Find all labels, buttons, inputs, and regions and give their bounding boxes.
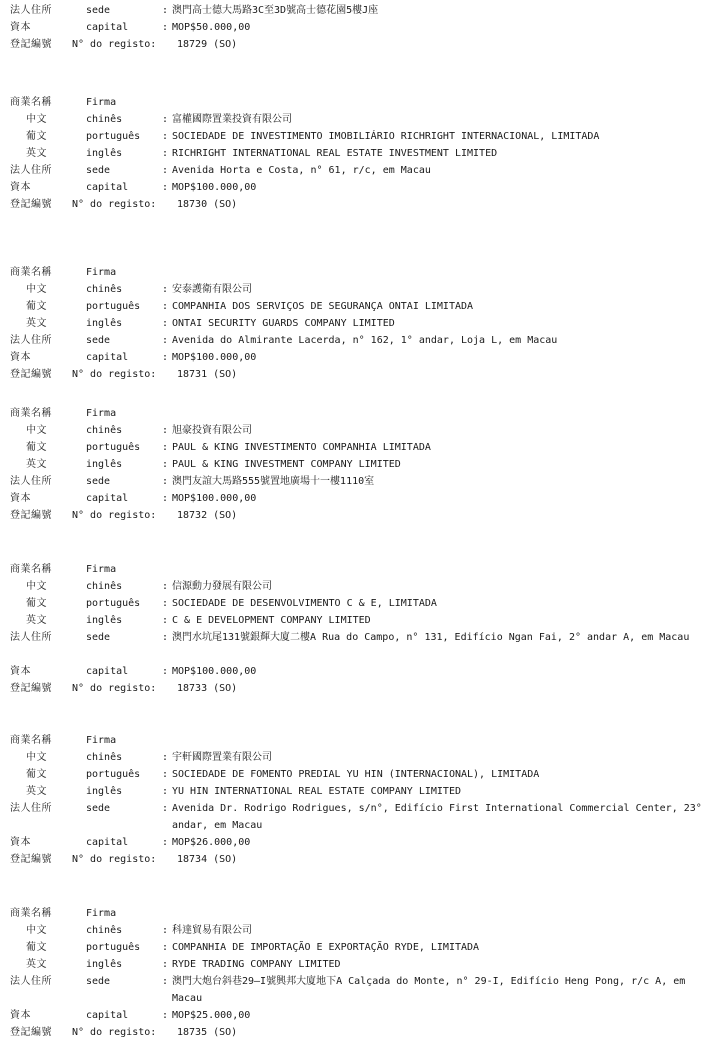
firma-label-pt: Firma: [86, 97, 117, 108]
registo-value: 18735 (SO): [177, 1027, 238, 1038]
firma-label-pt: Firma: [86, 735, 117, 746]
ingles-label-pt: inglês: [86, 615, 123, 626]
separator: :: [162, 1010, 169, 1021]
ingles-label-pt: inglês: [86, 959, 123, 970]
firma-row: [10, 732, 722, 749]
chines-name: 信源動力發展有限公司: [172, 581, 272, 592]
sede-label-zh: 法人住所: [10, 335, 52, 346]
separator: :: [150, 39, 157, 50]
capital-label-zh: 資本: [10, 666, 31, 677]
firma-row: [10, 264, 722, 281]
separator: :: [162, 837, 169, 848]
ingles-name: RYDE TRADING COMPANY LIMITED: [172, 959, 341, 970]
ingles-row: [10, 783, 722, 800]
ingles-name: ONTAI SECURITY GUARDS COMPANY LIMITED: [172, 318, 395, 329]
separator: :: [162, 959, 169, 970]
portugues-name: COMPANHIA DE IMPORTAÇÃO E EXPORTAÇÃO RYDE, LIMITADA: [172, 942, 480, 953]
sede-value: Avenida Horta e Costa, n° 61, r/c, em Macau: [172, 165, 431, 176]
separator: :: [162, 425, 169, 436]
company-entry-18732: [10, 405, 722, 524]
chines-row: [10, 281, 722, 298]
firma-label-pt: Firma: [86, 908, 117, 919]
chines-label-zh: 中文: [26, 284, 47, 295]
separator: :: [162, 131, 169, 142]
registo-row: [10, 366, 722, 383]
chines-label-pt: chinês: [86, 581, 123, 592]
firma-label-zh: 商業名稱: [10, 97, 52, 108]
firma-label-zh: 商業名稱: [10, 408, 52, 419]
portugues-label-pt: português: [86, 942, 141, 953]
separator: :: [150, 683, 157, 694]
ingles-label-pt: inglês: [86, 786, 123, 797]
sede-label-zh: 法人住所: [10, 803, 52, 814]
registo-value: 18731 (SO): [177, 369, 238, 380]
sede-label-zh: 法人住所: [10, 5, 52, 16]
chines-label-pt: chinês: [86, 925, 123, 936]
registo-label-zh: 登記編號: [10, 854, 52, 865]
sede-value: 澳門高士德大馬路3C至3D號高士德花園5樓J座: [172, 5, 379, 16]
chines-row: [10, 422, 722, 439]
separator: :: [162, 476, 169, 487]
firma-label-pt: Firma: [86, 267, 117, 278]
sede-label-pt: sede: [86, 476, 111, 487]
separator: :: [162, 335, 169, 346]
registo-row: [10, 680, 722, 697]
registo-label-pt: N° do registo: [72, 199, 151, 210]
sede-value: Avenida do Almirante Lacerda, n° 162, 1° andar, Loja L, em Macau: [172, 335, 558, 346]
registo-value: 18732 (SO): [177, 510, 238, 521]
chines-row: [10, 578, 722, 595]
sede-row: [10, 973, 722, 1007]
ingles-row: [10, 315, 722, 332]
firma-row: [10, 405, 722, 422]
sede-label-pt: sede: [86, 165, 111, 176]
sede-row: [10, 332, 722, 349]
company-entry-18729: [10, 2, 722, 53]
separator: :: [162, 459, 169, 470]
sede-value: 澳門大炮台斜巷29—I號興邦大廈地下A Calçada do Monte, n° 29-I, Edifício Heng Pong, r/c A, em Macau: [172, 976, 686, 1004]
capital-row: [10, 490, 722, 507]
registo-value: 18734 (SO): [177, 854, 238, 865]
portugues-label-zh: 葡文: [26, 942, 47, 953]
chines-name: 科達貿易有限公司: [172, 925, 252, 936]
ingles-name: RICHRIGHT INTERNATIONAL REAL ESTATE INVESTMENT LIMITED: [172, 148, 498, 159]
portugues-name: SOCIEDADE DE FOMENTO PREDIAL YU HIN (INTERNACIONAL), LIMITADA: [172, 769, 540, 780]
chines-label-pt: chinês: [86, 425, 123, 436]
company-entry-18735: [10, 905, 722, 1041]
portugues-name: PAUL & KING INVESTIMENTO COMPANHIA LIMITADA: [172, 442, 431, 453]
chines-row: [10, 749, 722, 766]
capital-value: MOP$100.000,00: [172, 182, 257, 193]
sede-value: Avenida Dr. Rodrigo Rodrigues, s/n°, Edifício First International Commercial Center, 23° andar, em Macau: [172, 803, 702, 831]
sede-row: [10, 473, 722, 490]
capital-label-pt: capital: [86, 666, 129, 677]
sede-label-pt: sede: [86, 632, 111, 643]
separator: :: [162, 632, 169, 643]
separator: :: [162, 925, 169, 936]
capital-label-zh: 資本: [10, 837, 31, 848]
firma-row: [10, 561, 722, 578]
separator: :: [162, 165, 169, 176]
registo-label-pt: N° do registo: [72, 683, 151, 694]
capital-value: MOP$100.000,00: [172, 666, 257, 677]
separator: :: [162, 442, 169, 453]
company-entry-18730: [10, 94, 722, 213]
ingles-label-zh: 英文: [26, 959, 47, 970]
separator: :: [162, 803, 169, 814]
separator: :: [162, 301, 169, 312]
company-entry-18734: [10, 732, 722, 868]
capital-value: MOP$100.000,00: [172, 352, 257, 363]
portugues-name: COMPANHIA DOS SERVIÇOS DE SEGURANÇA ONTAI LIMITADA: [172, 301, 474, 312]
separator: :: [150, 510, 157, 521]
separator: :: [150, 1027, 157, 1038]
separator: :: [162, 598, 169, 609]
sede-label-pt: sede: [86, 976, 111, 987]
capital-row: [10, 349, 722, 366]
portugues-label-zh: 葡文: [26, 131, 47, 142]
registo-row: [10, 851, 722, 868]
firma-label-zh: 商業名稱: [10, 267, 52, 278]
separator: :: [150, 199, 157, 210]
sede-label-pt: sede: [86, 335, 111, 346]
ingles-label-zh: 英文: [26, 615, 47, 626]
separator: :: [162, 615, 169, 626]
chines-name: 富權國際置業投資有限公司: [172, 114, 292, 125]
registo-label-zh: 登記編號: [10, 369, 52, 380]
company-entry-18731: [10, 264, 722, 383]
registo-label-zh: 登記編號: [10, 1027, 52, 1038]
portugues-label-pt: português: [86, 442, 141, 453]
registo-value: 18729 (SO): [177, 39, 238, 50]
registo-label-pt: N° do registo: [72, 510, 151, 521]
capital-value: MOP$50.000,00: [172, 22, 251, 33]
sede-label-zh: 法人住所: [10, 976, 52, 987]
capital-label-zh: 資本: [10, 22, 31, 33]
ingles-label-pt: inglês: [86, 459, 123, 470]
portugues-name: SOCIEDADE DE INVESTIMENTO IMOBILIÁRIO RICHRIGHT INTERNACIONAL, LIMITADA: [172, 131, 600, 142]
capital-row: [10, 663, 722, 680]
ingles-label-zh: 英文: [26, 318, 47, 329]
ingles-label-zh: 英文: [26, 148, 47, 159]
sede-row: [10, 2, 722, 19]
portugues-name: SOCIEDADE DE DESENVOLVIMENTO C & E, LIMITADA: [172, 598, 437, 609]
portugues-label-pt: português: [86, 598, 141, 609]
capital-row: [10, 19, 722, 36]
chines-label-zh: 中文: [26, 925, 47, 936]
ingles-label-pt: inglês: [86, 318, 123, 329]
sede-row: [10, 162, 722, 179]
separator: :: [162, 581, 169, 592]
capital-label-pt: capital: [86, 837, 129, 848]
ingles-name: PAUL & KING INVESTMENT COMPANY LIMITED: [172, 459, 401, 470]
portugues-label-zh: 葡文: [26, 598, 47, 609]
sede-label-pt: sede: [86, 5, 111, 16]
ingles-name: YU HIN INTERNATIONAL REAL ESTATE COMPANY LIMITED: [172, 786, 461, 797]
capital-label-zh: 資本: [10, 182, 31, 193]
separator: :: [162, 752, 169, 763]
capital-value: MOP$26.000,00: [172, 837, 251, 848]
chines-label-pt: chinês: [86, 752, 123, 763]
separator: :: [162, 493, 169, 504]
separator: :: [150, 369, 157, 380]
portugues-row: [10, 128, 722, 145]
ingles-row: [10, 145, 722, 162]
separator: :: [162, 284, 169, 295]
portugues-label-pt: português: [86, 769, 141, 780]
capital-row: [10, 1007, 722, 1024]
capital-value: MOP$100.000,00: [172, 493, 257, 504]
registo-label-pt: N° do registo: [72, 369, 151, 380]
portugues-row: [10, 439, 722, 456]
chines-name: 旭豪投資有限公司: [172, 425, 252, 436]
portugues-row: [10, 595, 722, 612]
registo-row: [10, 196, 722, 213]
chines-label-zh: 中文: [26, 425, 47, 436]
ingles-label-zh: 英文: [26, 459, 47, 470]
chines-row: [10, 922, 722, 939]
registo-row: [10, 507, 722, 524]
firma-label-zh: 商業名稱: [10, 564, 52, 575]
sede-label-zh: 法人住所: [10, 165, 52, 176]
registo-label-zh: 登記編號: [10, 39, 52, 50]
registo-label-zh: 登記編號: [10, 199, 52, 210]
firma-label-zh: 商業名稱: [10, 908, 52, 919]
capital-label-pt: capital: [86, 22, 129, 33]
ingles-row: [10, 456, 722, 473]
separator: :: [162, 769, 169, 780]
portugues-row: [10, 939, 722, 956]
chines-name: 安泰護衛有限公司: [172, 284, 252, 295]
portugues-label-pt: português: [86, 301, 141, 312]
ingles-row: [10, 612, 722, 629]
capital-label-zh: 資本: [10, 1010, 31, 1021]
separator: :: [162, 22, 169, 33]
separator: :: [162, 942, 169, 953]
capital-row: [10, 834, 722, 851]
portugues-label-zh: 葡文: [26, 769, 47, 780]
sede-row: [10, 629, 722, 663]
firma-label-pt: Firma: [86, 408, 117, 419]
capital-value: MOP$25.000,00: [172, 1010, 251, 1021]
chines-label-zh: 中文: [26, 581, 47, 592]
separator: :: [162, 976, 169, 987]
chines-label-pt: chinês: [86, 284, 123, 295]
ingles-label-zh: 英文: [26, 786, 47, 797]
registo-label-zh: 登記編號: [10, 683, 52, 694]
registo-row: [10, 1024, 722, 1041]
chines-name: 宇軒國際置業有限公司: [172, 752, 272, 763]
capital-label-zh: 資本: [10, 493, 31, 504]
capital-label-pt: capital: [86, 352, 129, 363]
separator: :: [162, 666, 169, 677]
chines-row: [10, 111, 722, 128]
sede-label-pt: sede: [86, 803, 111, 814]
separator: :: [150, 854, 157, 865]
portugues-row: [10, 298, 722, 315]
portugues-label-zh: 葡文: [26, 301, 47, 312]
separator: :: [162, 352, 169, 363]
capital-label-pt: capital: [86, 493, 129, 504]
separator: :: [162, 114, 169, 125]
portugues-row: [10, 766, 722, 783]
registo-row: [10, 36, 722, 53]
sede-value: 澳門水坑尾131號銀輝大廈二樓A Rua do Campo, n° 131, Edifício Ngan Fai, 2° andar A, em Macau: [172, 632, 690, 643]
sede-label-zh: 法人住所: [10, 476, 52, 487]
firma-label-zh: 商業名稱: [10, 735, 52, 746]
firma-row: [10, 94, 722, 111]
sede-value: 澳門友誼大馬路555號置地廣場十一樓1110室: [172, 476, 375, 487]
capital-label-zh: 資本: [10, 352, 31, 363]
registo-label-zh: 登記編號: [10, 510, 52, 521]
ingles-name: C & E DEVELOPMENT COMPANY LIMITED: [172, 615, 371, 626]
capital-row: [10, 179, 722, 196]
registo-label-pt: N° do registo: [72, 39, 151, 50]
capital-label-pt: capital: [86, 182, 129, 193]
separator: :: [162, 786, 169, 797]
portugues-label-pt: português: [86, 131, 141, 142]
registo-label-pt: N° do registo: [72, 1027, 151, 1038]
firma-label-pt: Firma: [86, 564, 117, 575]
separator: :: [162, 5, 169, 16]
sede-row: [10, 800, 722, 834]
company-entry-18733: [10, 561, 722, 697]
chines-label-pt: chinês: [86, 114, 123, 125]
registo-value: 18730 (SO): [177, 199, 238, 210]
portugues-label-zh: 葡文: [26, 442, 47, 453]
sede-label-zh: 法人住所: [10, 632, 52, 643]
capital-label-pt: capital: [86, 1010, 129, 1021]
separator: :: [162, 148, 169, 159]
separator: :: [162, 182, 169, 193]
firma-row: [10, 905, 722, 922]
registo-label-pt: N° do registo: [72, 854, 151, 865]
ingles-row: [10, 956, 722, 973]
chines-label-zh: 中文: [26, 752, 47, 763]
ingles-label-pt: inglês: [86, 148, 123, 159]
chines-label-zh: 中文: [26, 114, 47, 125]
separator: :: [162, 318, 169, 329]
registo-value: 18733 (SO): [177, 683, 238, 694]
